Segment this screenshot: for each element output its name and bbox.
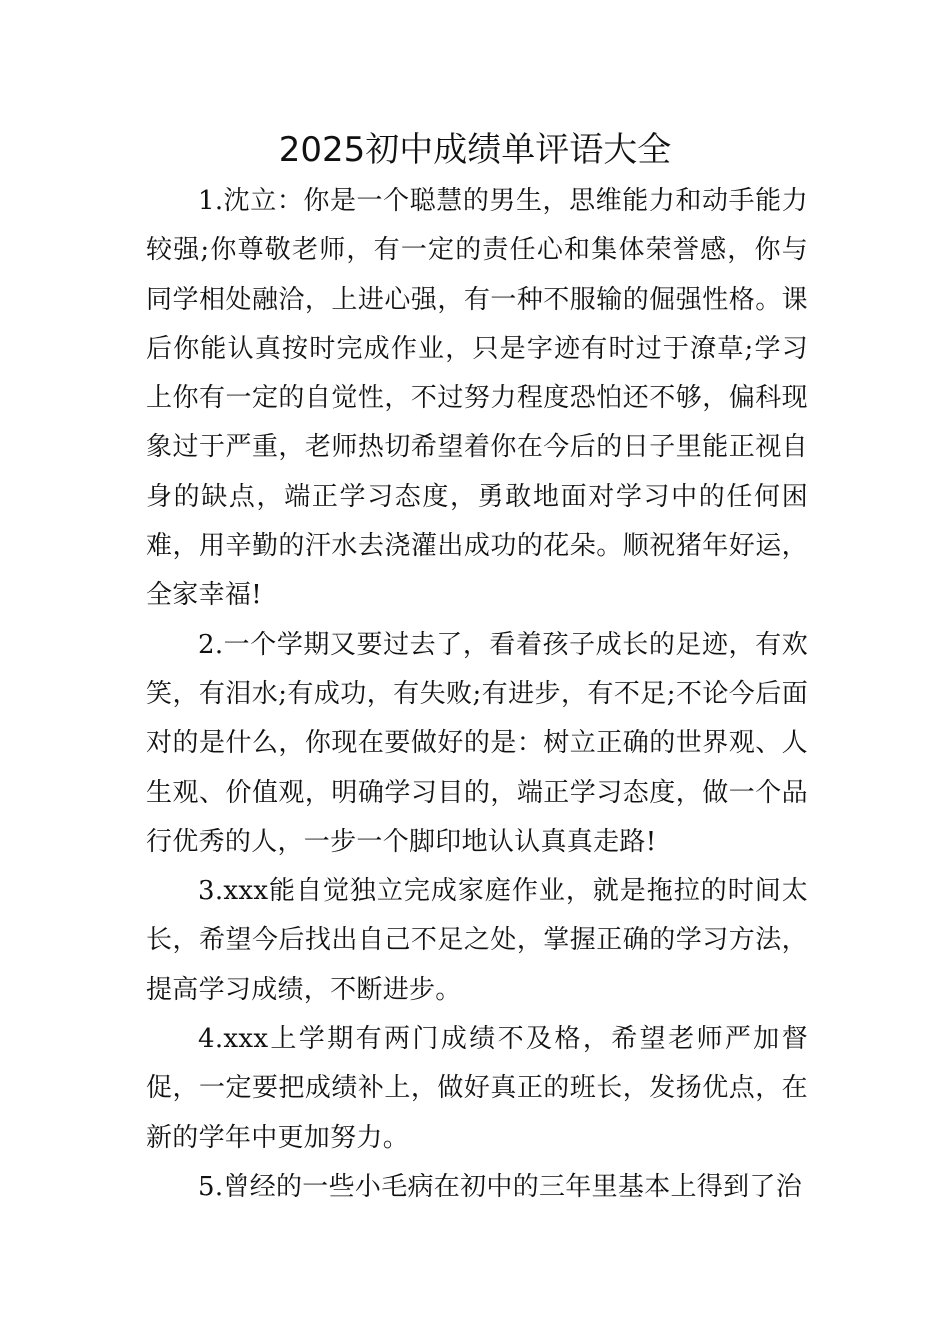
paragraph-5: 5.曾经的一些小毛病在初中的三年里基本上得到了治 (198, 1171, 803, 1202)
document-body (146, 177, 808, 1212)
paragraph-4: 4.xxx上学期有两门成绩不及格，希望老师严加督促，一定要把成绩补上，做好真正的班长，发扬优点，在新的学年中更加努力。 (146, 1024, 808, 1153)
document-title: 2025初中成绩单评语大全 (278, 130, 672, 170)
paragraph-3: 3.xxx能自觉独立完成家庭作业，就是拖拉的时间太长，希望今后找出自己不足之处，掌握正确的学习方法，提高学习成绩，不断进步。 (146, 876, 808, 1005)
paragraph-1: 1.沈立：你是一个聪慧的男生，思维能力和动手能力较强;你尊敬老师，有一定的责任心和集体荣誉感，你与同学相处融洽，上进心强，有一种不服输的倔强性格。课后你能认真按时完成作业，只是字迹有时过于潦草;学习上你有一定的自觉性，不过努力程度恐怕还不够，偏科现象过于严重，老师热切希望着你在今后的日子里能正视自身的缺点，端正学习态度，勇敢地面对学习中的任何困难，用辛勤的汗水去浇灌出成功的花朵。顺祝猪年好运，全家幸福! (146, 186, 808, 611)
paragraph-2: 2.一个学期又要过去了，看着孩子成长的足迹，有欢笑，有泪水;有成功，有失败;有进步，有不足;不论今后面对的是什么，你现在要做好的是：树立正确的世界观、人生观、价值观，明确学习目的，端正学习态度，做一个品行优秀的人，一步一个脚印地认认真真走路! (146, 629, 808, 857)
